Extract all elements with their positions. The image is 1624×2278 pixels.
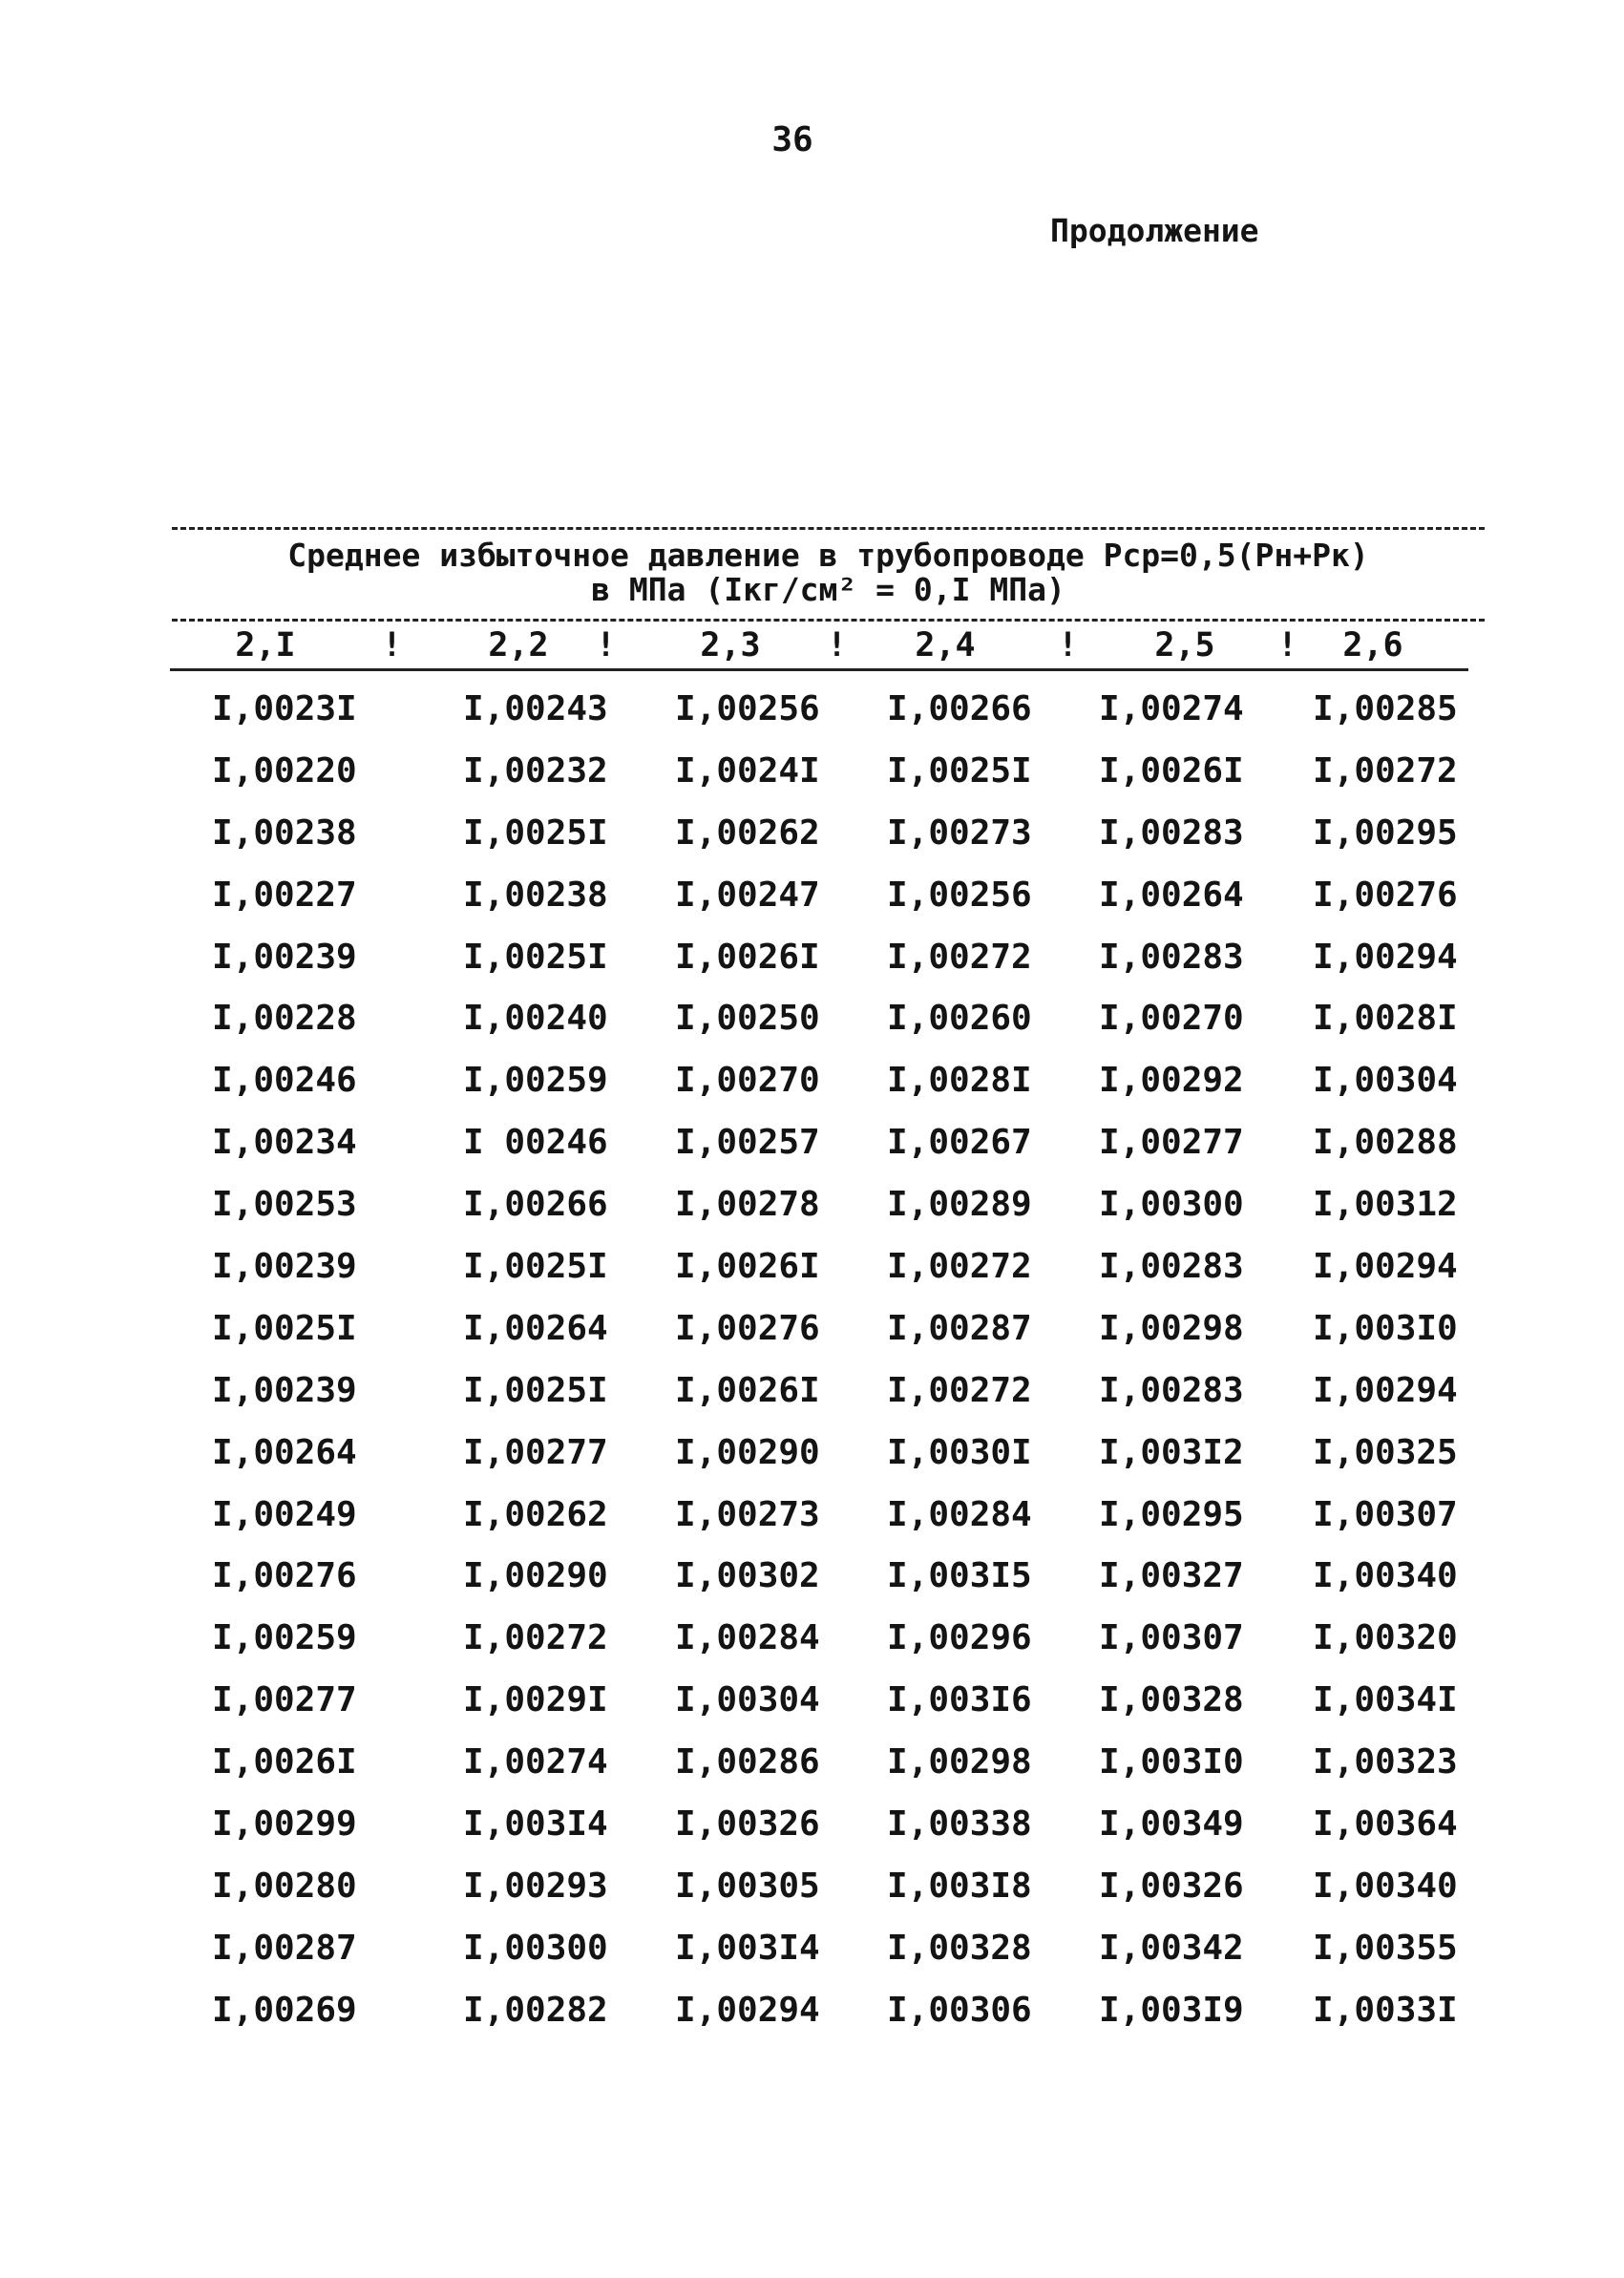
table-row [0, 689, 1624, 751]
table-cell: I,00277 [212, 1680, 357, 1720]
column-separator: ! [1058, 626, 1079, 664]
table-row [0, 1618, 1624, 1680]
table-cell: I,00295 [1099, 1494, 1244, 1534]
table-cell: I,00239 [212, 1247, 357, 1287]
table-cell: I,00232 [463, 750, 608, 791]
table-cell: I,00220 [212, 750, 357, 791]
table-cell: I,00282 [463, 1990, 608, 2030]
table-cell: I,00283 [1099, 1247, 1244, 1287]
table-cell: I,00289 [887, 1185, 1032, 1225]
table-cell: I,0026I [675, 1370, 820, 1410]
table-cell: I,0023I [212, 689, 357, 728]
table-cell: I,00286 [675, 1742, 820, 1782]
table-cell: I,00276 [675, 1308, 820, 1348]
table-cell: I,00267 [887, 1123, 1032, 1163]
table-cell: I,00328 [1099, 1680, 1244, 1720]
table-cell: I,00227 [212, 875, 357, 915]
table-cell: I,00240 [463, 999, 608, 1039]
table-cell: I,00328 [887, 1928, 1032, 1968]
table-header-line2: в МПа (Iкг/см² = 0,I МПа) [591, 571, 1065, 608]
table-cell: I,00234 [212, 1123, 357, 1163]
table-cell: I,00320 [1313, 1618, 1458, 1658]
table-cell: I,0024I [675, 750, 820, 791]
table-cell: I,00239 [212, 937, 357, 977]
table-cell: I,003I5 [887, 1556, 1032, 1596]
table-cell: I,00294 [1313, 1370, 1458, 1410]
table-cell: I,00327 [1099, 1556, 1244, 1596]
table-cell: I,0028I [1313, 999, 1458, 1039]
table-cell: I,003I8 [887, 1866, 1032, 1906]
table-cell: I,00243 [463, 689, 608, 728]
table-row [0, 1371, 1624, 1433]
table-row [0, 751, 1624, 813]
column-separator: ! [596, 626, 617, 664]
table-cell: I,00295 [1313, 812, 1458, 853]
table-cell: I,00325 [1313, 1432, 1458, 1472]
table-body [0, 689, 1624, 2053]
table-cell: I,0026I [675, 1247, 820, 1287]
table-cell: I,00264 [1099, 875, 1244, 915]
table-cell: I,00272 [887, 937, 1032, 977]
table-cell: I,00292 [1099, 1061, 1244, 1101]
table-cell: I,00264 [212, 1432, 357, 1472]
table-cell: I,0028I [887, 1061, 1032, 1101]
table-cell: I,00302 [675, 1556, 820, 1596]
table-cell: I,00266 [887, 689, 1032, 728]
table-cell: I,00253 [212, 1185, 357, 1225]
table-cell: I,00300 [1099, 1185, 1244, 1225]
table-cell: I,00274 [1099, 689, 1244, 728]
column-separator: ! [1277, 626, 1298, 664]
table-cell: I,00298 [887, 1742, 1032, 1782]
column-header: 2,6 [1342, 626, 1403, 664]
table-cell: I,00293 [463, 1866, 608, 1906]
table-cell: I,00355 [1313, 1928, 1458, 1968]
table-cell: I,0025I [887, 750, 1032, 791]
table-cell: I,00326 [1099, 1866, 1244, 1906]
table-cell: I,00247 [675, 875, 820, 915]
column-separator: ! [382, 626, 403, 664]
table-cell: I,00257 [675, 1123, 820, 1163]
table-cell: I,00287 [212, 1928, 357, 1968]
table-cell: I,00294 [1313, 1247, 1458, 1287]
table-row [0, 813, 1624, 875]
table-cell: I,0026I [675, 937, 820, 977]
table-cell: I,00305 [675, 1866, 820, 1906]
column-header: 2,I [235, 626, 296, 664]
table-cell: I,00272 [1313, 750, 1458, 791]
table-row [0, 1556, 1624, 1618]
table-cell: I,0025I [463, 812, 608, 853]
table-cell: I,00288 [1313, 1123, 1458, 1163]
column-header: 2,4 [915, 626, 976, 664]
table-cell: I,00272 [463, 1618, 608, 1658]
table-cell: I,0026I [212, 1742, 357, 1782]
table-header-rule [172, 619, 1485, 622]
table-cell: I,00273 [675, 1494, 820, 1534]
column-separator: ! [827, 626, 848, 664]
table-cell: I,003I2 [1099, 1432, 1244, 1472]
table-cell: I,00250 [675, 999, 820, 1039]
table-cell: I,00285 [1313, 689, 1458, 728]
table-row [0, 1804, 1624, 1867]
table-cell: I,0033I [1313, 1990, 1458, 2030]
table-cell: I,00270 [675, 1061, 820, 1101]
table-cell: I,00312 [1313, 1185, 1458, 1225]
table-cell: I,00338 [887, 1804, 1032, 1845]
column-header-row [170, 626, 1468, 668]
table-cell: I,00299 [212, 1804, 357, 1845]
table-cell: I,00264 [463, 1308, 608, 1348]
table-row [0, 1680, 1624, 1742]
table-cell: I,00238 [463, 875, 608, 915]
table-row [0, 875, 1624, 938]
table-row [0, 1991, 1624, 2053]
table-cell: I,00284 [887, 1494, 1032, 1534]
table-row [0, 1867, 1624, 1929]
table-cell: I,003I6 [887, 1680, 1032, 1720]
table-cell: I,0030I [887, 1432, 1032, 1472]
table-cell: I,00277 [463, 1432, 608, 1472]
table-row [0, 1061, 1624, 1123]
table-cell: I,00256 [887, 875, 1032, 915]
table-cell: I,00296 [887, 1618, 1032, 1658]
table-row [0, 1247, 1624, 1309]
table-cell: I,003I4 [463, 1804, 608, 1845]
table-cell: I,00304 [1313, 1061, 1458, 1101]
table-cell: I,00342 [1099, 1928, 1244, 1968]
table-cell: I,00283 [1099, 1370, 1244, 1410]
table-cell: I,00262 [675, 812, 820, 853]
table-cell: I,00300 [463, 1928, 608, 1968]
table-cell: I,0025I [463, 1247, 608, 1287]
table-cell: I,00269 [212, 1990, 357, 2030]
table-cell: I,00259 [463, 1061, 608, 1101]
table-cell: I,00260 [887, 999, 1032, 1039]
table-row [0, 999, 1624, 1061]
table-row [0, 1742, 1624, 1804]
table-row [0, 1433, 1624, 1495]
table-cell: I,00256 [675, 689, 820, 728]
table-cell: I,00276 [1313, 875, 1458, 915]
table-row [0, 938, 1624, 1000]
table-row [0, 1495, 1624, 1557]
table-row [0, 1309, 1624, 1371]
table-cell: I,00294 [1313, 937, 1458, 977]
table-row [0, 1929, 1624, 1991]
table-cell: I,00266 [463, 1185, 608, 1225]
table-cell: I,00306 [887, 1990, 1032, 2030]
table-cell: I,00340 [1313, 1866, 1458, 1906]
table-cell: I,00278 [675, 1185, 820, 1225]
table-cell: I,00272 [887, 1370, 1032, 1410]
table-cell: I,00276 [212, 1556, 357, 1596]
table-cell: I,00307 [1313, 1494, 1458, 1534]
table-cell: I,00270 [1099, 999, 1244, 1039]
table-cell: I,00283 [1099, 812, 1244, 853]
table-cell: I,00273 [887, 812, 1032, 853]
table-cell: I 00246 [463, 1123, 608, 1163]
table-cell: I,00272 [887, 1247, 1032, 1287]
table-cell: I,00349 [1099, 1804, 1244, 1845]
table-cell: I,00262 [463, 1494, 608, 1534]
table-cell: I,003I4 [675, 1928, 820, 1968]
column-header-rule [170, 668, 1468, 671]
table-cell: I,00326 [675, 1804, 820, 1845]
table-cell: I,00298 [1099, 1308, 1244, 1348]
table-cell: I,00323 [1313, 1742, 1458, 1782]
table-cell: I,00290 [463, 1556, 608, 1596]
table-cell: I,003I0 [1099, 1742, 1244, 1782]
page-number: 36 [771, 120, 813, 159]
table-cell: I,0026I [1099, 750, 1244, 791]
table-top-rule [172, 527, 1485, 530]
table-cell: I,00277 [1099, 1123, 1244, 1163]
table-cell: I,00228 [212, 999, 357, 1039]
table-cell: I,00340 [1313, 1556, 1458, 1596]
table-cell: I,003I9 [1099, 1990, 1244, 2030]
table-cell: I,00259 [212, 1618, 357, 1658]
table-cell: I,00290 [675, 1432, 820, 1472]
column-header: 2,2 [488, 626, 549, 664]
table-row [0, 1185, 1624, 1247]
table-cell: I,00280 [212, 1866, 357, 1906]
table-cell: I,00294 [675, 1990, 820, 2030]
table-cell: I,0025I [463, 937, 608, 977]
table-cell: I,00364 [1313, 1804, 1458, 1845]
table-cell: I,0025I [463, 1370, 608, 1410]
table-header-line1: Среднее избыточное давление в трубопроводе Рср=0,5(Рн+Рк) [287, 537, 1369, 574]
continuation-label: Продолжение [1050, 212, 1259, 249]
table-cell: I,00246 [212, 1061, 357, 1101]
table-cell: I,00239 [212, 1370, 357, 1410]
table-cell: I,003I0 [1313, 1308, 1458, 1348]
table-cell: I,00249 [212, 1494, 357, 1534]
table-cell: I,00304 [675, 1680, 820, 1720]
table-cell: I,00287 [887, 1308, 1032, 1348]
table-cell: I,0034I [1313, 1680, 1458, 1720]
table-row [0, 1123, 1624, 1185]
table-cell: I,00284 [675, 1618, 820, 1658]
table-cell: I,00274 [463, 1742, 608, 1782]
column-header: 2,3 [700, 626, 761, 664]
table-cell: I,0029I [463, 1680, 608, 1720]
column-header: 2,5 [1154, 626, 1215, 664]
table-cell: I,0025I [212, 1308, 357, 1348]
table-cell: I,00307 [1099, 1618, 1244, 1658]
table-cell: I,00283 [1099, 937, 1244, 977]
table-cell: I,00238 [212, 812, 357, 853]
